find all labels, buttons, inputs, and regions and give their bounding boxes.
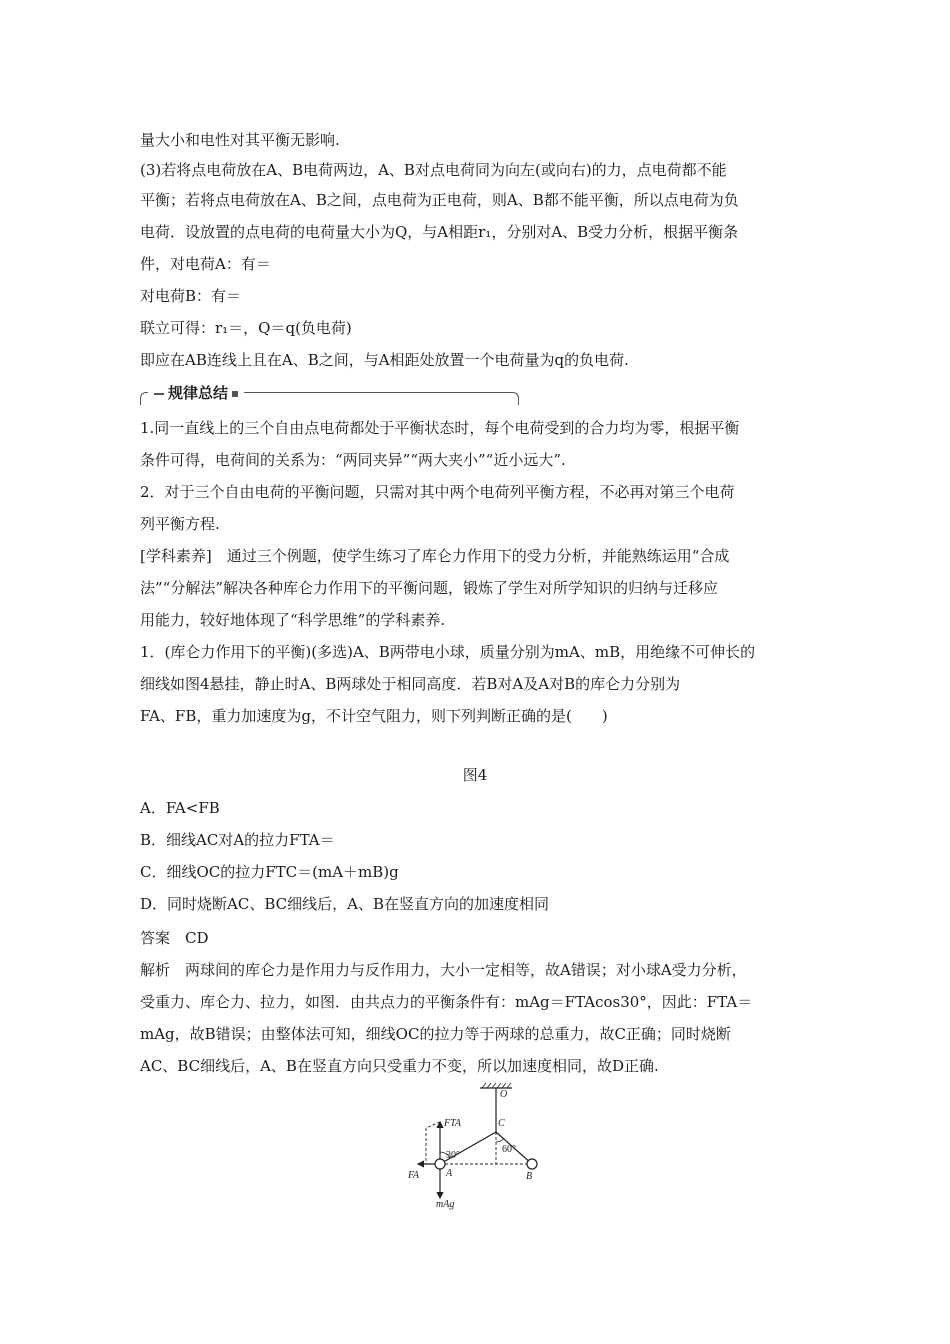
- analysis-line: 受重力、库仑力、拉力，如图．由共点力的平衡条件有：mAg＝FTAcos30°，因此：FTA＝: [140, 993, 753, 1011]
- option-b: B．细线AC对A的拉力FTA＝: [140, 831, 335, 849]
- text-line: 电荷．设放置的点电荷的电荷量大小为Q，与A相距r₁，分别对A、B受力分析，根据平衡条: [140, 223, 739, 241]
- label-b: B: [526, 1171, 533, 1182]
- text-line: 件，对电荷A：有＝: [140, 255, 271, 273]
- text-line: 联立可得：r₁＝，Q＝q(负电荷): [140, 319, 352, 337]
- analysis-line: 解析 两球间的库仑力是作用力与反作用力，大小一定相等，故A错误；对小球A受力分析，: [140, 961, 747, 979]
- question-line: FA、FB，重力加速度为g，不计空气阻力，则下列判断正确的是( ): [140, 707, 608, 725]
- summary-box-title: 规律总结: [148, 383, 244, 403]
- force-diagram: [400, 1080, 560, 1210]
- label-fta: FTA: [444, 1118, 462, 1129]
- summary-line: 1.同一直线上的三个自由点电荷都处于平衡状态时，每个电荷受到的合力均为零，根据平衡: [140, 419, 740, 437]
- literacy-line: 用能力，较好地体现了“科学思维”的学科素养.: [140, 611, 446, 629]
- answer: 答案 CD: [140, 929, 209, 947]
- summary-line: 条件可得，电荷间的关系为：“两同夹异”“两大夹小”“近小远大”.: [140, 451, 566, 469]
- question-line: 1．(库仑力作用下的平衡)(多选)A、B两带电小球，质量分别为mA、mB，用绝缘不可伸长的: [140, 643, 756, 661]
- summary-line: 2．对于三个自由电荷的平衡问题，只需对其中两个电荷列平衡方程，不必再对第三个电荷: [140, 483, 735, 501]
- option-c: C．细线OC的拉力FTC＝(mA＋mB)g: [140, 863, 399, 881]
- option-a: A．FA<FB: [140, 799, 220, 817]
- text-line: 即应在AB连线上且在A、B之间，与A相距处放置一个电荷量为q的负电荷.: [140, 351, 629, 369]
- option-d: D．同时烧断AC、BC细线后，A、B在竖直方向的加速度相同: [140, 895, 549, 913]
- literacy-line: 法”“分解法”解决各种库仑力作用下的平衡问题，锻炼了学生对所学知识的归纳与迁移应: [140, 579, 719, 597]
- ball-b: [527, 1159, 537, 1169]
- label-30: 30°: [446, 1150, 460, 1161]
- text-line: (3)若将点电荷放在A、B电荷两边，A、B对点电荷同为向左(或向右)的力，点电荷都不能: [140, 161, 727, 179]
- analysis-line: AC、BC细线后，A、B在竖直方向只受重力不变，所以加速度相同，故D正确.: [140, 1057, 659, 1075]
- text-line: 量大小和电性对其平衡无影响.: [140, 131, 340, 149]
- question-line: 细线如图4悬挂，静止时A、B两球处于相同高度．若B对A及A对B的库仑力分别为: [140, 675, 681, 693]
- ceiling-hatch: [482, 1083, 511, 1088]
- label-fa: FA: [408, 1170, 419, 1181]
- parallelogram-dashed: [426, 1122, 440, 1128]
- label-c: C: [498, 1118, 505, 1129]
- text-line: 平衡；若将点电荷放在A、B之间，点电荷为正电荷，则A、B都不能平衡，所以点电荷为负: [140, 191, 739, 209]
- text-line: 对电荷B：有＝: [140, 287, 242, 305]
- analysis-line: mAg，故B错误；由整体法可知，细线OC的拉力等于两球的总重力，故C正确；同时烧断: [140, 1025, 731, 1043]
- ball-a: [435, 1159, 445, 1169]
- label-a: A: [446, 1168, 453, 1179]
- label-60: 60°: [502, 1144, 516, 1155]
- label-mag: mAg: [436, 1199, 455, 1210]
- literacy-line: [学科素养] 通过三个例题，使学生练习了库仑力作用下的受力分析，并能熟练运用“合成: [140, 547, 730, 565]
- summary-line: 列平衡方程.: [140, 515, 220, 533]
- figure-caption: 图4: [462, 766, 488, 784]
- label-o: O: [500, 1089, 508, 1100]
